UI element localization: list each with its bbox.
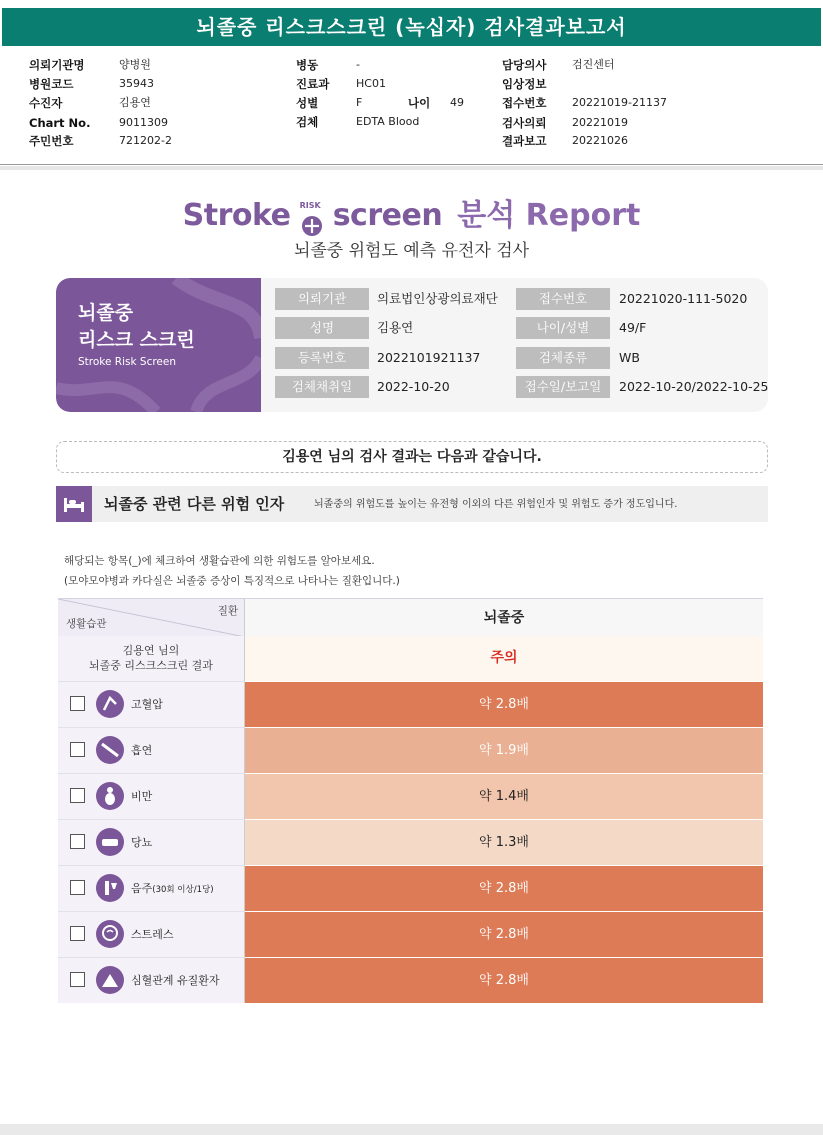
- info-doctor: [502, 56, 802, 74]
- risk-factor-name: [131, 820, 152, 866]
- table-header: [58, 598, 763, 636]
- info-patient: [29, 94, 289, 112]
- patient-info: [0, 50, 823, 165]
- result-label-line1: 김용연 님의: [122, 644, 180, 657]
- field-value: 49/F: [619, 320, 647, 335]
- top-strip: [0, 0, 823, 6]
- risk-factor-label: 심혈관계 유질환자: [131, 974, 220, 987]
- card-title-line1: 뇌졸중: [78, 302, 134, 324]
- risk-factor-label: 당뇨: [131, 836, 153, 849]
- disease-column-header: 뇌졸중: [245, 599, 763, 637]
- risk-factor-cell: [58, 681, 245, 727]
- stroke-screen-logo: [0, 190, 823, 234]
- risk-target-icon: [298, 200, 326, 239]
- risk-multiplier: 약 2.8배: [245, 681, 763, 727]
- info-value: 35943: [119, 77, 154, 90]
- card-title-line2: 리스크 스크린: [78, 329, 195, 351]
- hospital-bed-icon: [56, 486, 92, 522]
- info-value: 9011309: [119, 116, 168, 129]
- info-clinical: [502, 75, 802, 93]
- field-value: 2022101921137: [377, 350, 481, 365]
- info-value: 김용연: [119, 96, 151, 109]
- corner-label-lifestyle: 생활습관: [66, 618, 107, 630]
- info-label: 접수번호: [502, 96, 547, 110]
- risk-multiplier: 약 2.8배: [245, 957, 763, 1003]
- info-value: F: [356, 96, 363, 109]
- field-label: 접수일/보고일: [516, 376, 610, 398]
- logo-screen-text: screen: [332, 198, 443, 233]
- section-divider: [0, 166, 823, 170]
- risk-factor-cell: [58, 911, 245, 957]
- result-row-label: [58, 636, 245, 681]
- table-row: [58, 911, 763, 957]
- risk-checkbox[interactable]: [70, 696, 85, 711]
- info-value: 20221019-21137: [572, 96, 667, 109]
- risk-factor-name: [131, 958, 220, 1004]
- info-value: 721202-2: [119, 134, 172, 147]
- info-label: 병동: [296, 58, 319, 72]
- info-label: 검사의뢰: [502, 116, 547, 130]
- logo-stroke-text: Stroke: [182, 198, 291, 233]
- risk-factor-sub: (30회 이상/1당): [152, 885, 214, 895]
- field-label: 나이/성별: [516, 317, 610, 339]
- instruction-note: 해당되는 항목(_)에 체크하여 생활습관에 의한 위험도를 알아보세요.: [64, 555, 375, 567]
- risk-factor-label: 음주: [131, 882, 153, 895]
- obesity-icon: [96, 782, 124, 810]
- risk-checkbox[interactable]: [70, 788, 85, 803]
- card-title-en: Stroke Risk Screen: [78, 356, 176, 368]
- info-value: -: [356, 58, 360, 71]
- info-report-date: [502, 132, 802, 150]
- info-label-age: 나이: [408, 96, 431, 110]
- field-value: 2022-10-20: [377, 379, 450, 394]
- info-receipt-no: [502, 94, 802, 112]
- info-value: EDTA Blood: [356, 115, 420, 128]
- field-value: 김용연: [377, 320, 414, 335]
- risk-factor-name: [131, 682, 163, 728]
- result-banner: 김용연 님의 검사 결과는 다음과 같습니다.: [56, 441, 768, 473]
- result-status: 주의: [245, 636, 763, 681]
- risk-factor-name: [131, 912, 174, 958]
- info-value: 20221019: [572, 116, 628, 129]
- info-hospital: [29, 56, 289, 74]
- risk-checkbox[interactable]: [70, 926, 85, 941]
- risk-factor-label: 고혈압: [131, 698, 163, 711]
- section-title: 뇌졸중 관련 다른 위험 인자: [104, 495, 285, 513]
- card-brand-panel: [56, 278, 261, 412]
- table-row: [58, 819, 763, 865]
- card-title: [78, 300, 195, 354]
- info-value: HC01: [356, 77, 386, 90]
- info-label: 진료과: [296, 77, 330, 91]
- risk-factor-label: 스트레스: [131, 928, 174, 941]
- risk-multiplier: 약 1.9배: [245, 727, 763, 773]
- info-label: 의뢰기관명: [29, 58, 85, 72]
- header-corner-cell: [58, 599, 245, 637]
- info-value-age: 49: [450, 96, 464, 109]
- risk-multiplier: 약 2.8배: [245, 865, 763, 911]
- field-label: 검체채취일: [275, 376, 369, 398]
- field-value: 2022-10-20/2022-10-25: [619, 379, 768, 394]
- risk-checkbox[interactable]: [70, 972, 85, 987]
- logo-risk-text: RISK: [299, 200, 321, 210]
- heart-disease-icon: [96, 966, 124, 994]
- field-value: 20221020-111-5020: [619, 291, 748, 306]
- risk-factor-cell: [58, 819, 245, 865]
- info-label: 임상정보: [502, 77, 547, 91]
- risk-multiplier: 약 1.3배: [245, 819, 763, 865]
- info-specimen: [296, 113, 496, 131]
- risk-factor-cell: [58, 957, 245, 1003]
- drinking-icon: [96, 874, 124, 902]
- instruction-note-sub: (모야모야병과 카다실은 뇌졸중 증상이 특징적으로 나타나는 질환입니다.): [64, 575, 400, 587]
- info-resident-no: [29, 132, 289, 150]
- table-row: [58, 681, 763, 727]
- info-ward: [296, 56, 496, 74]
- risk-factor-name: [131, 774, 152, 820]
- corner-label-disease: 질환: [217, 605, 238, 617]
- field-label: 의뢰기관: [275, 288, 369, 310]
- risk-multiplier: 약 1.4배: [245, 773, 763, 819]
- section-description: 뇌졸중의 위험도를 높이는 유전형 이외의 다른 위험인자 및 위험도 증가 정도입니다.: [314, 499, 678, 510]
- info-label: 검체: [296, 115, 319, 129]
- risk-factor-cell: [58, 773, 245, 819]
- info-sex: [296, 94, 496, 112]
- risk-checkbox[interactable]: [70, 742, 85, 757]
- bottom-strip: [0, 1124, 823, 1135]
- risk-factor-label: 비만: [131, 790, 153, 803]
- table-row: [58, 865, 763, 911]
- blood-pressure-icon: [96, 690, 124, 718]
- stress-icon: [96, 920, 124, 948]
- info-department: [296, 75, 496, 93]
- info-label: 주민번호: [29, 134, 74, 148]
- field-label: 등록번호: [275, 347, 369, 369]
- info-chart-no: [29, 114, 289, 132]
- risk-factor-name: [131, 728, 152, 774]
- info-label: 결과보고: [502, 134, 547, 148]
- field-value: WB: [619, 350, 640, 365]
- risk-checkbox[interactable]: [70, 834, 85, 849]
- patient-card: [56, 278, 768, 412]
- risk-factor-cell: [58, 727, 245, 773]
- field-label: 검체종류: [516, 347, 610, 369]
- risk-multiplier: 약 2.8배: [245, 911, 763, 957]
- risk-factor-name: [131, 866, 214, 912]
- info-value: 검진센터: [572, 58, 615, 71]
- risk-factor-section-header: [56, 486, 768, 522]
- info-label: Chart No.: [29, 116, 91, 130]
- report-subtitle: 뇌졸중 위험도 예측 유전자 검사: [293, 241, 530, 261]
- risk-checkbox[interactable]: [70, 880, 85, 895]
- info-label: 수진자: [29, 96, 63, 110]
- info-label: 담당의사: [502, 58, 547, 72]
- table-row: [58, 957, 763, 1003]
- info-value: 20221026: [572, 134, 628, 147]
- info-request-date: [502, 114, 802, 132]
- diabetes-icon: [96, 828, 124, 856]
- info-label: 성별: [296, 96, 319, 110]
- smoking-icon: [96, 736, 124, 764]
- info-label: 병원코드: [29, 77, 74, 91]
- info-hospital-code: [29, 75, 289, 93]
- field-label: 성명: [275, 317, 369, 339]
- result-row: [58, 636, 763, 681]
- table-row: [58, 727, 763, 773]
- risk-factor-cell: [58, 865, 245, 911]
- field-label: 접수번호: [516, 288, 610, 310]
- info-value: 양병원: [119, 58, 151, 71]
- card-fields: [261, 278, 768, 412]
- logo-report-text: 분석 Report: [457, 198, 641, 233]
- table-row: [58, 773, 763, 819]
- field-value: 의료법인상광의료재단: [377, 291, 498, 306]
- result-label-line2: 뇌졸중 리스크스크린 결과: [89, 659, 213, 672]
- risk-factor-label: 흡연: [131, 744, 153, 757]
- report-title: 뇌졸중 리스크스크린 (녹십자) 검사결과보고서: [2, 8, 821, 46]
